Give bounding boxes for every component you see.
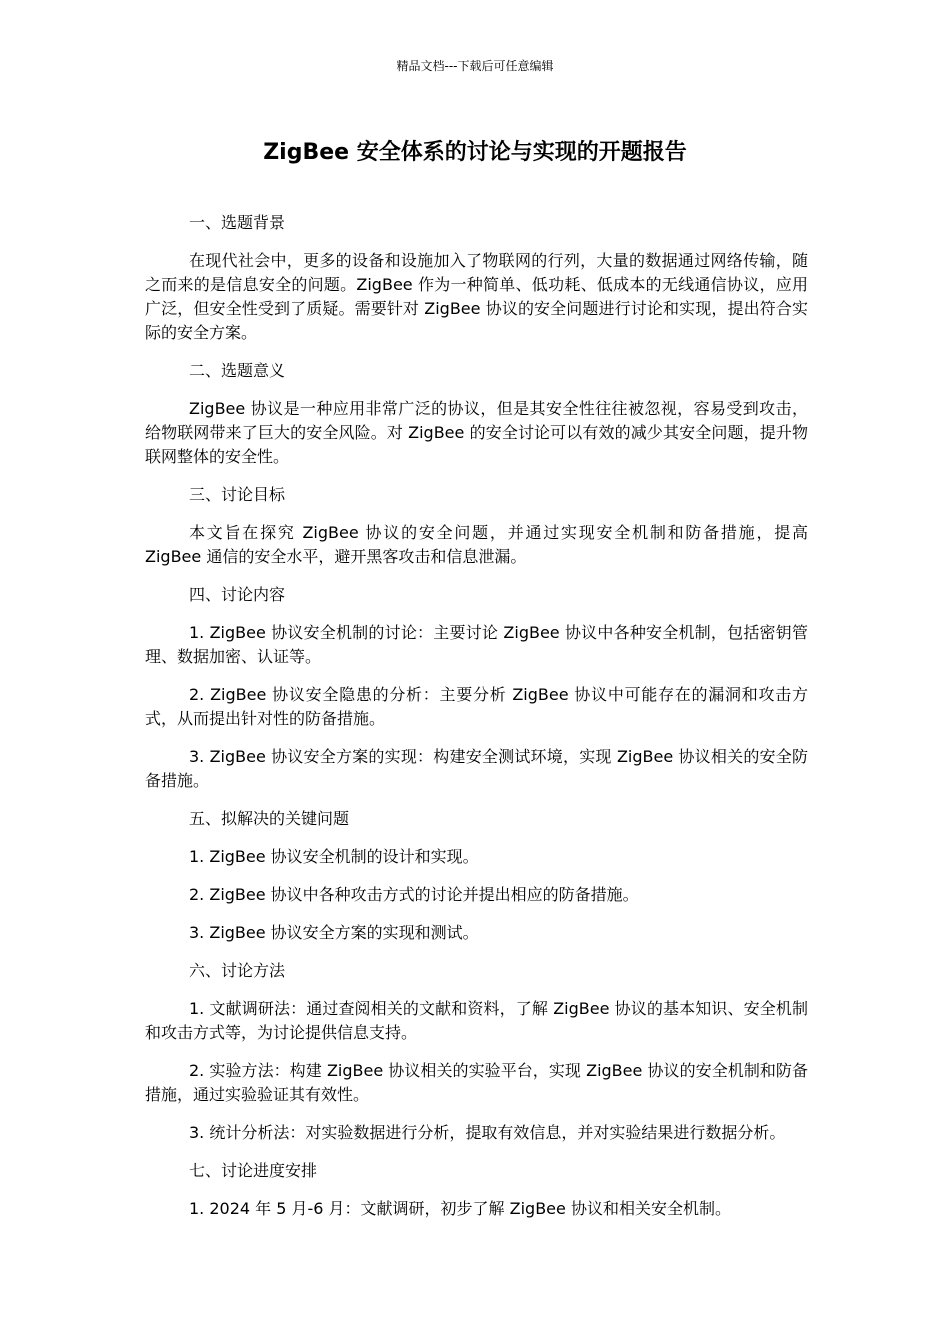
header-note: 精品文档---下载后可任意编辑 [396, 59, 554, 73]
body-paragraph: 2. ZigBee 协议中各种攻击方式的讨论并提出相应的防备措施。 [189, 885, 639, 904]
body-paragraph: 2. 实验方法：构建 ZigBee 协议相关的实验平台，实现 ZigBee 协议的安全机制和防备措施，通过实验验证其有效性。 [145, 1061, 808, 1104]
body-paragraph: 1. 文献调研法：通过查阅相关的文献和资料，了解 ZigBee 协议的基本知识、安全机制和攻击方式等，为讨论提供信息支持。 [145, 999, 808, 1042]
body-paragraph: ZigBee 协议是一种应用非常广泛的协议，但是其安全性往往被忽视，容易受到攻击，给物联网带来了巨大的安全风险。对 ZigBee 的安全讨论可以有效的减少其安全问题，提升物联网整体的安全性。 [145, 399, 808, 466]
document-body [145, 211, 808, 1235]
body-paragraph: 3. 统计分析法：对实验数据进行分析，提取有效信息，并对实验结果进行数据分析。 [189, 1123, 786, 1142]
document-title: ZigBee 安全体系的讨论与实现的开题报告 [263, 140, 687, 165]
body-paragraph: 在现代社会中，更多的设备和设施加入了物联网的行列，大量的数据通过网络传输，随之而来的是信息安全的问题。ZigBee 作为一种简单、低功耗、低成本的无线通信协议，应用广泛，但安全性受到了质疑。需要针对 ZigBee 协议的安全问题进行讨论和实现，提出符合实际的安全方案。 [145, 251, 808, 342]
body-paragraph: 1. ZigBee 协议安全机制的设计和实现。 [189, 847, 479, 866]
body-paragraph: 本文旨在探究 ZigBee 协议的安全问题，并通过实现安全机制和防备措施，提高 ZigBee 通信的安全水平，避开黑客攻击和信息泄漏。 [145, 523, 808, 566]
body-paragraph: 2. ZigBee 协议安全隐患的分析：主要分析 ZigBee 协议中可能存在的漏洞和攻击方式，从而提出针对性的防备措施。 [145, 685, 808, 728]
body-paragraph: 1. 2024 年 5 月-6 月：文献调研，初步了解 ZigBee 协议和相关安全机制。 [189, 1199, 731, 1218]
section-heading: 五、拟解决的关键问题 [189, 809, 350, 828]
body-paragraph: 3. ZigBee 协议安全方案的实现：构建安全测试环境，实现 ZigBee 协议相关的安全防备措施。 [145, 747, 808, 790]
section-heading: 四、讨论内容 [189, 585, 286, 604]
section-heading: 二、选题意义 [189, 361, 286, 380]
body-paragraph: 3. ZigBee 协议安全方案的实现和测试。 [189, 923, 479, 942]
section-heading: 一、选题背景 [189, 213, 286, 232]
body-paragraph: 1. ZigBee 协议安全机制的讨论：主要讨论 ZigBee 协议中各种安全机制，包括密钥管理、数据加密、认证等。 [145, 623, 808, 666]
section-heading: 七、讨论进度安排 [189, 1161, 318, 1180]
section-heading: 三、讨论目标 [189, 485, 286, 504]
section-heading: 六、讨论方法 [189, 961, 286, 980]
